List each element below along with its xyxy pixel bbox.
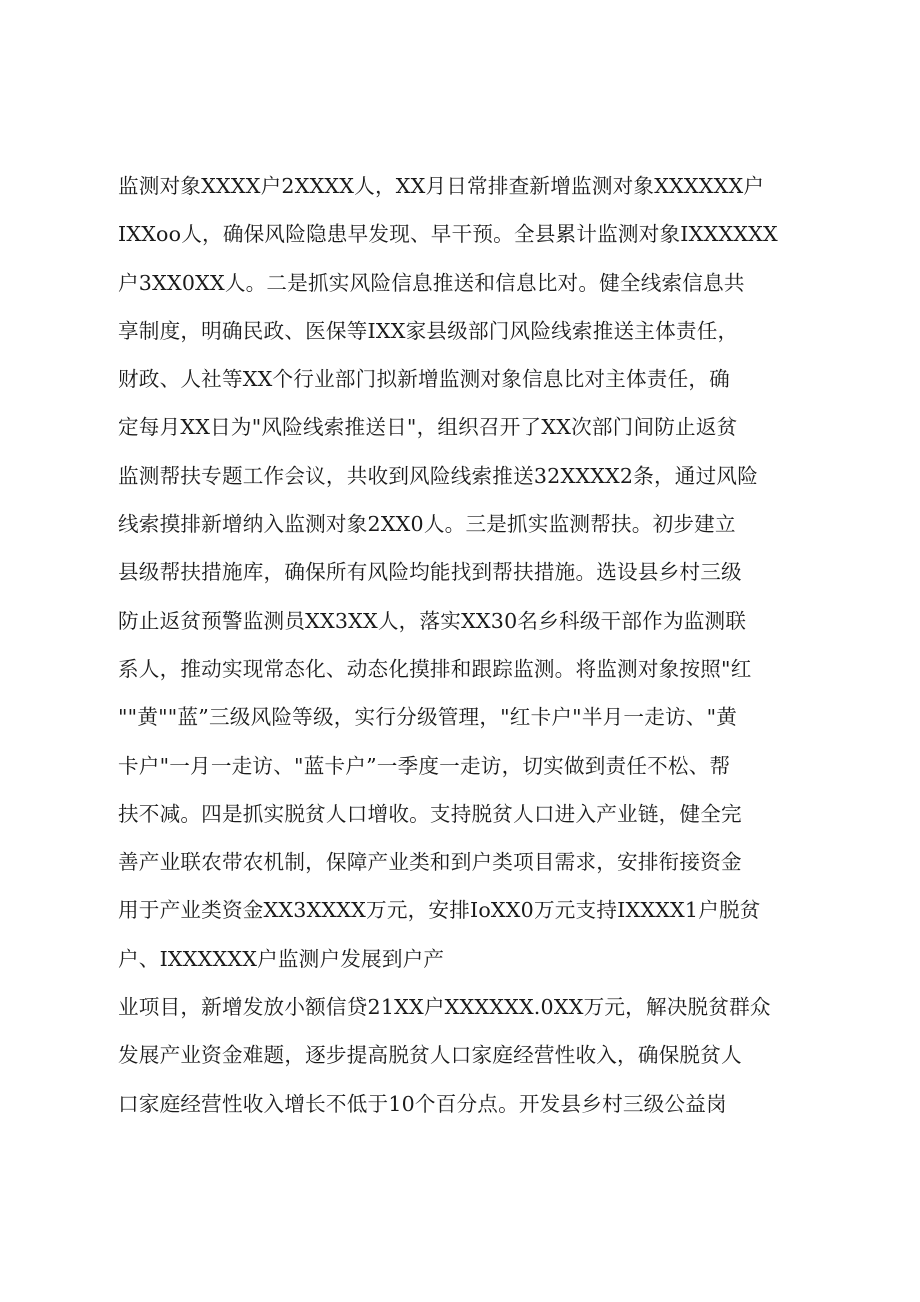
text-line: 监测帮扶专题工作会议，共收到风险线索推送32XXXX2条，通过风险 [118,463,758,488]
text-line: IXXoo人，确保风险隐患早发现、早干预。全县累计监测对象IXXXXXX [118,222,778,247]
text-line: 户、IXXXXXX户监测户发展到户产 [118,946,445,971]
text-line: 财政、人社等XX个行业部门拟新增监测对象信息比对主体责任，确 [118,367,730,392]
text-line: 发展产业资金难题，逐步提高脱贫人口家庭经营性收入，确保脱贫人 [118,1043,742,1068]
text-line: 线索摸排新增纳入监测对象2XX0人。三是抓实监测帮扶。初步建立 [118,512,736,537]
text-line: 监测对象XXXX户2XXXX人，XX月日常排查新增监测对象XXXXXX户 [118,174,765,198]
text-line: 户3XX0XX人。二是抓实风险信息推送和信息比对。健全线索信息共 [118,270,745,295]
text-line: 县级帮扶措施库，确保所有风险均能找到帮扶措施。选设县乡村三级 [118,560,742,585]
document-body [118,162,823,1128]
text-line: 用于产业类资金XX3XXXX万元，安排IoXX0万元支持IXXXX1户脱贫 [118,898,761,923]
text-line: 卡户"一月一走访、"蓝卡户”一季度一走访，切实做到责任不松、帮 [118,753,731,778]
text-line: ""黄""蓝”三级风险等级，实行分级管理，"红卡户"半月一走访、"黄 [118,705,738,730]
text-line: 善产业联农带农机制，保障产业类和到户类项目需求，安排衔接资金 [118,850,742,875]
text-line: 扶不减。四是抓实脱贫人口增收。支持脱贫人口进入产业链，健全完 [118,801,742,826]
text-line: 口家庭经营性收入增长不低于10个百分点。开发县乡村三级公益岗 [118,1091,727,1116]
text-line: 享制度，明确民政、医保等IXX家县级部门风险线索推送主体责任， [118,318,739,343]
text-line: 防止返贫预警监测员XX3XX人，落实XX30名乡科级干部作为监测联 [118,608,747,633]
text-line: 定每月XX日为"风险线索推送日"，组织召开了XX次部门间防止返贫 [118,415,738,440]
text-line: 系人，推动实现常态化、动态化摸排和跟踪监测。将监测对象按照"红 [118,656,752,681]
text-line: 业项目，新增发放小额信贷21XX户XXXXXX.0XX万元，解决脱贫群众 [118,995,771,1020]
